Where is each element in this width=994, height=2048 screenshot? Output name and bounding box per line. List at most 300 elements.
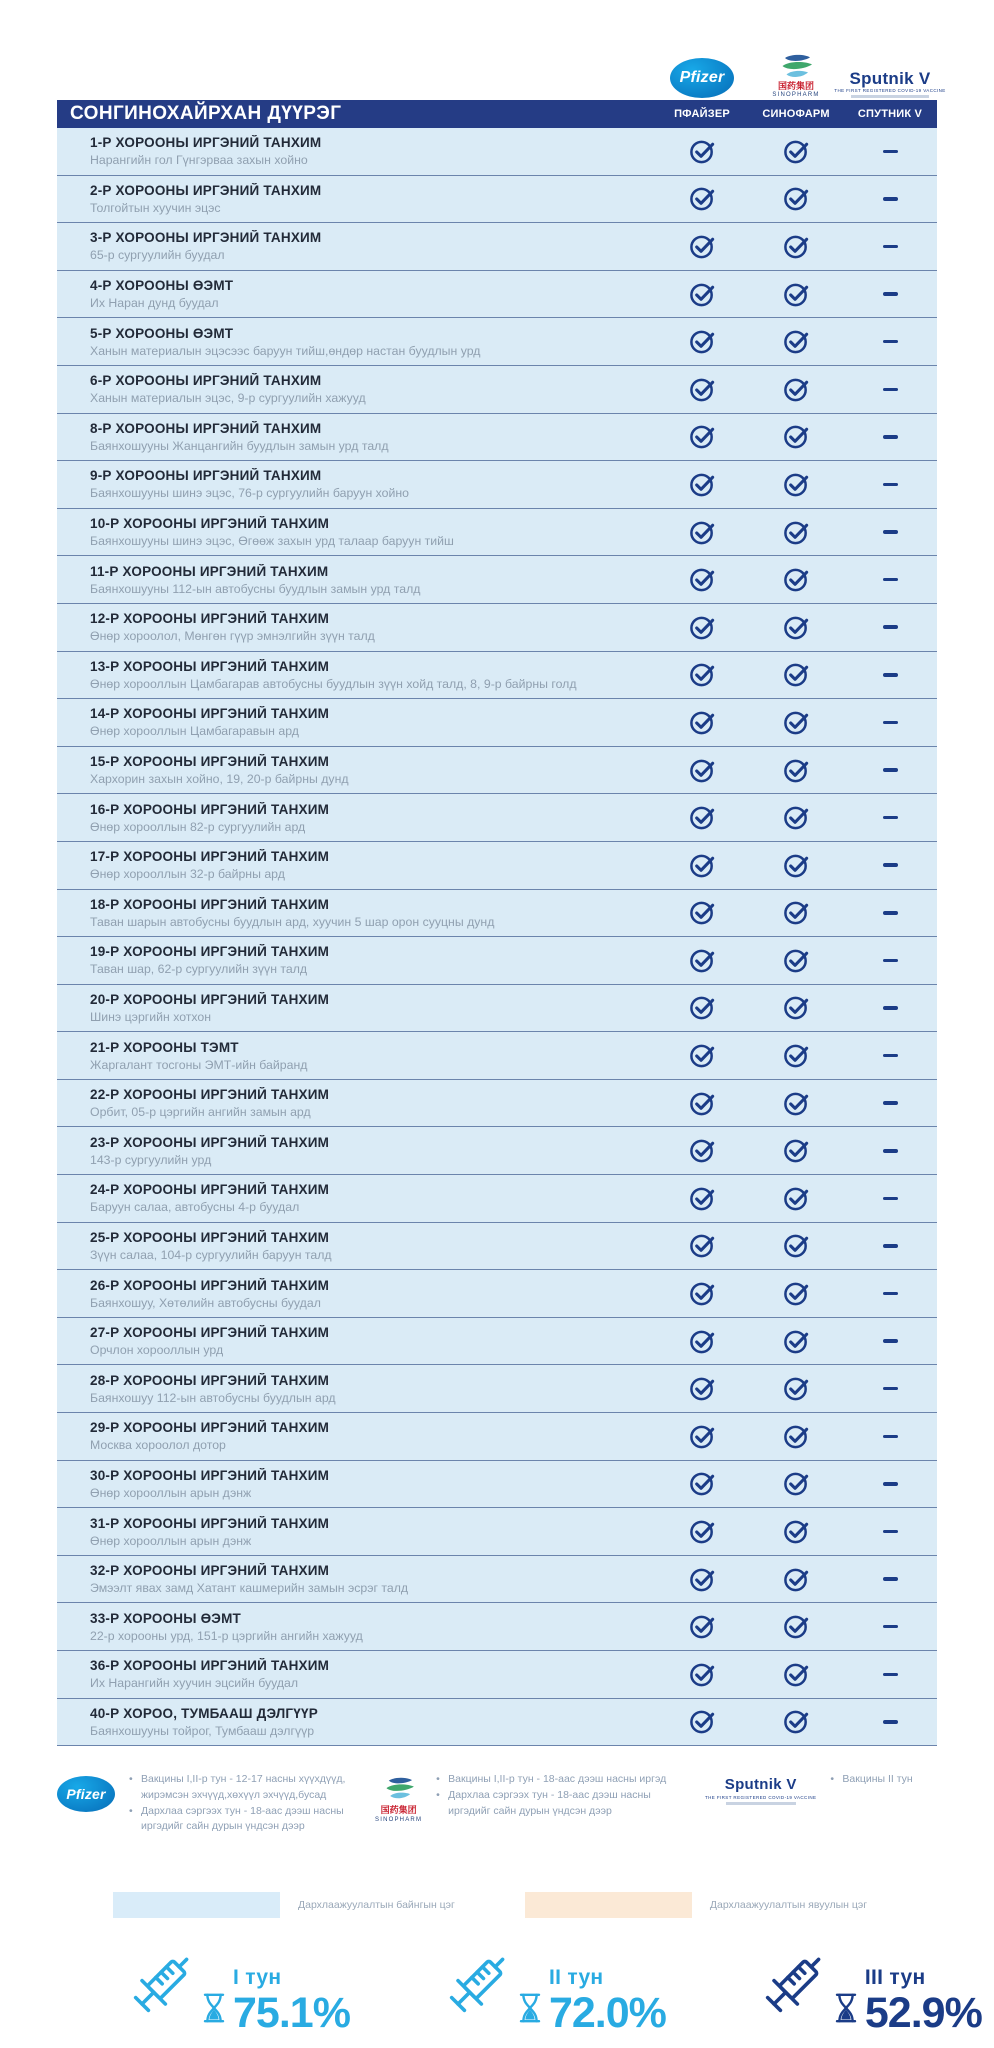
dash-icon [883, 1435, 898, 1439]
sinopharm-cell [749, 947, 843, 974]
location-address: Эмээлт явах замд Хатант кашмерийн замын эсрэг талд [90, 1581, 409, 1596]
sinopharm-cell [749, 994, 843, 1021]
check-icon [689, 566, 716, 593]
pfizer-cell [655, 566, 749, 593]
pfizer-cell [655, 1613, 749, 1640]
sinopharm-cell [749, 1328, 843, 1355]
syringe-icon [752, 1944, 830, 2035]
pfizer-cell [655, 423, 749, 450]
sputnik-cell [843, 911, 937, 915]
check-icon [689, 709, 716, 736]
check-icon [689, 376, 716, 403]
check-icon [689, 423, 716, 450]
location-title: 29-Р ХОРООНЫ ИРГЭНИЙ ТАНХИМ [90, 1420, 330, 1436]
sinopharm-cell [749, 471, 843, 498]
pfizer-cell [655, 899, 749, 926]
check-icon [689, 519, 716, 546]
sputnik-footer-tagline-bar [726, 1802, 796, 1805]
dash-icon [883, 673, 898, 677]
legend [113, 1892, 937, 1918]
sinopharm-footer-logo-icon [380, 1776, 418, 1802]
dose-stat [436, 1944, 666, 2035]
sputnik-cell [843, 292, 937, 296]
sputnik-notes-list [830, 1772, 912, 1788]
sputnik-note-group [705, 1772, 937, 1835]
sinopharm-cell [749, 1090, 843, 1117]
location-address: Баянхошуу, Хөтөлийн автобусны буудал [90, 1295, 321, 1310]
check-icon [689, 1375, 716, 1402]
table-row [57, 794, 937, 842]
sputnik-cell [843, 673, 937, 677]
check-icon [689, 1470, 716, 1497]
location-address: 65-р сургуулийн буудал [90, 248, 225, 263]
location-address: Баянхошууны тойрог, Тумбааш дэлгүүр [90, 1723, 315, 1738]
table-row [57, 366, 937, 414]
hourglass-icon [518, 1992, 542, 2029]
dash-icon [883, 1006, 898, 1010]
pfizer-notes-list [129, 1772, 371, 1835]
table-row [57, 937, 937, 985]
location-title: 11-Р ХОРООНЫ ИРГЭНИЙ ТАНХИМ [90, 563, 329, 579]
table-row [57, 414, 937, 462]
location-address: Өнөр хорооллын Цамбагарав автобусны буудлын зүүн хойд талд, 8, 9-р байрны голд [90, 676, 577, 691]
dash-icon [883, 1482, 898, 1486]
location-address: Таван шар, 62-р сургуулийн зүүн талд [90, 962, 308, 977]
check-icon [689, 138, 716, 165]
location-address: Толгойтын хуучин эцэс [90, 200, 221, 215]
dash-icon [883, 435, 898, 439]
pfizer-cell [655, 1090, 749, 1117]
dash-icon [883, 768, 898, 772]
check-icon [783, 1518, 810, 1545]
pfizer-cell [655, 1042, 749, 1069]
dash-icon [883, 483, 898, 487]
location-address: Жаргалант тосгоны ЭМТ-ийн байранд [90, 1057, 308, 1072]
location-title: 4-Р ХОРООНЫ ӨЭМТ [90, 278, 234, 294]
sputnik-cell [843, 388, 937, 392]
table-row [57, 509, 937, 557]
note-item: • Вакцины I,II-р тун - 12-17 насны хүүхдүүд, жирэмсэн эхчүүд,хөхүүл эхчүүд,бусад [129, 1772, 371, 1804]
dash-icon [883, 292, 898, 296]
check-icon [783, 804, 810, 831]
location-title: 9-Р ХОРООНЫ ИРГЭНИЙ ТАНХИМ [90, 468, 322, 484]
check-icon [689, 899, 716, 926]
sputnik-cell [843, 1435, 937, 1439]
sputnik-cell [843, 1673, 937, 1677]
location-table [57, 128, 937, 1746]
note-item: • Вакцины II тун [830, 1772, 912, 1788]
sputnik-cell [843, 1720, 937, 1724]
location-title: 27-Р ХОРООНЫ ИРГЭНИЙ ТАНХИМ [90, 1325, 330, 1341]
pfizer-cell [655, 947, 749, 974]
sinopharm-footer-en-text: SINOPHARM [375, 1817, 423, 1823]
check-icon [783, 709, 810, 736]
dose-stat [752, 1944, 982, 2035]
sputnik-cell [843, 1577, 937, 1581]
sputnik-cell [843, 578, 937, 582]
dash-icon [883, 625, 898, 629]
pfizer-cell [655, 138, 749, 165]
dose-stat [120, 1944, 350, 2035]
check-icon [689, 1423, 716, 1450]
pfizer-footer-logo-text: Pfizer [66, 1786, 106, 1802]
check-icon [689, 1566, 716, 1593]
table-row [57, 652, 937, 700]
check-icon [783, 1137, 810, 1164]
sinopharm-cell [749, 185, 843, 212]
table-row [57, 1699, 937, 1747]
check-icon [689, 614, 716, 641]
check-icon [689, 328, 716, 355]
dash-icon [883, 816, 898, 820]
location-title: 8-Р ХОРООНЫ ИРГЭНИЙ ТАНХИМ [90, 420, 322, 436]
sinopharm-cell [749, 1470, 843, 1497]
syringe-icon [436, 1944, 514, 2035]
check-icon [783, 661, 810, 688]
sputnik-cell [843, 197, 937, 201]
dash-icon [883, 1720, 898, 1724]
sputnik-cell [843, 530, 937, 534]
location-title: 10-Р ХОРООНЫ ИРГЭНИЙ ТАНХИМ [90, 516, 330, 532]
legend-label-mobile: Дархлаажуулалтын явуулын цэг [709, 1899, 868, 1911]
sinopharm-cell [749, 1708, 843, 1735]
dash-icon [883, 1244, 898, 1248]
check-icon [783, 994, 810, 1021]
check-icon [783, 376, 810, 403]
table-row [57, 271, 937, 319]
location-address: Өнөр хороолол, Мөнгөн гүүр эмнэлгийн зүүн талд [90, 629, 375, 644]
sinopharm-cell [749, 1566, 843, 1593]
location-title: 23-Р ХОРООНЫ ИРГЭНИЙ ТАНХИМ [90, 1134, 330, 1150]
dash-icon [883, 1530, 898, 1534]
legend-swatch-permanent [113, 1892, 280, 1918]
sinopharm-cell [749, 233, 843, 260]
sinopharm-cell [749, 1280, 843, 1307]
sinopharm-cell [749, 328, 843, 355]
table-row [57, 890, 937, 938]
location-address: Өнөр хорооллын Цамбагаравын ард [90, 724, 299, 739]
dash-icon [883, 530, 898, 534]
dash-icon [883, 1339, 898, 1343]
table-row [57, 842, 937, 890]
sputnik-cell [843, 1006, 937, 1010]
check-icon [783, 1470, 810, 1497]
check-icon [689, 661, 716, 688]
table-row [57, 1080, 937, 1128]
pfizer-cell [655, 471, 749, 498]
table-row [57, 1508, 937, 1556]
hourglass-icon [834, 1992, 858, 2029]
table-row [57, 747, 937, 795]
dash-icon [883, 1577, 898, 1581]
sinopharm-cell [749, 757, 843, 784]
pfizer-cell [655, 1518, 749, 1545]
sputnik-tagline-bar [851, 95, 929, 98]
hourglass-icon [202, 1992, 226, 2029]
dash-icon [883, 721, 898, 725]
sputnik-cell [843, 1482, 937, 1486]
dash-icon [883, 1101, 898, 1105]
column-header-pfizer: ПФАЙЗЕР [674, 108, 730, 120]
pfizer-cell [655, 281, 749, 308]
pfizer-cell [655, 1232, 749, 1259]
sinopharm-footer-cn-text: 国药集团 [380, 1805, 417, 1815]
table-row [57, 1556, 937, 1604]
location-address: Москва хороолол дотор [90, 1438, 226, 1453]
dash-icon [883, 1149, 898, 1153]
check-icon [783, 566, 810, 593]
location-address: 22-р хорооны урд, 151-р цэргийн ангийн хажууд [90, 1628, 363, 1643]
sinopharm-logo-icon [776, 53, 816, 81]
pfizer-cell [655, 328, 749, 355]
sinopharm-cell [749, 1232, 843, 1259]
dash-icon [883, 340, 898, 344]
footer-notes [57, 1772, 937, 1835]
location-title: 14-Р ХОРООНЫ ИРГЭНИЙ ТАНХИМ [90, 706, 330, 722]
dash-icon [883, 388, 898, 392]
pfizer-cell [655, 1280, 749, 1307]
pfizer-cell [655, 661, 749, 688]
dose-value: 72.0% [548, 1989, 666, 2037]
sputnik-footer-logo-text: Sputnik V [724, 1776, 797, 1793]
table-row [57, 223, 937, 271]
dose-stats [120, 1944, 982, 2037]
location-address: Өнөр хорооллын 82-р сургуулийн ард [90, 819, 306, 834]
dose-value: 52.9% [864, 1989, 982, 2037]
sputnik-cell [843, 768, 937, 772]
sputnik-cell [843, 721, 937, 725]
location-address: 143-р сургуулийн урд [90, 1152, 212, 1167]
location-title: 20-Р ХОРООНЫ ИРГЭНИЙ ТАНХИМ [90, 991, 330, 1007]
table-row [57, 1175, 937, 1223]
location-title: 30-Р ХОРООНЫ ИРГЭНИЙ ТАНХИМ [90, 1467, 330, 1483]
dash-icon [883, 1625, 898, 1629]
location-address: Хархорин захын хойно, 19, 20-р байрны дунд [90, 772, 349, 787]
check-icon [783, 519, 810, 546]
check-icon [689, 1280, 716, 1307]
legend-item-mobile [525, 1892, 867, 1918]
table-row [57, 128, 937, 176]
pfizer-cell [655, 709, 749, 736]
location-address: Баянхошууны шинэ эцэс, Өгөөж захын урд талаар баруун тийш [90, 534, 454, 549]
location-title: 32-Р ХОРООНЫ ИРГЭНИЙ ТАНХИМ [90, 1563, 330, 1579]
dash-icon [883, 1197, 898, 1201]
check-icon [783, 1708, 810, 1735]
check-icon [783, 1423, 810, 1450]
sputnik-tagline: THE FIRST REGISTERED COVID-19 VACCINE [834, 87, 946, 93]
location-address: Шинэ цэргийн хотхон [90, 1009, 212, 1024]
location-address: Их Наран дунд буудал [90, 296, 219, 311]
table-header [57, 100, 937, 128]
check-icon [783, 1280, 810, 1307]
table-row [57, 556, 937, 604]
sputnik-cell [843, 435, 937, 439]
sinopharm-cell [749, 566, 843, 593]
note-item: • Дархлаа сэргээх тун - 18-аас дээш насны иргэдийг сайн дурын үндсэн дээр [129, 1804, 371, 1836]
location-title: 12-Р ХОРООНЫ ИРГЭНИЙ ТАНХИМ [90, 611, 330, 627]
dash-icon [883, 1673, 898, 1677]
check-icon [689, 471, 716, 498]
sinopharm-cell [749, 1042, 843, 1069]
sinopharm-cell [749, 1613, 843, 1640]
pfizer-cell [655, 1708, 749, 1735]
location-title: 33-Р ХОРООНЫ ӨЭМТ [90, 1610, 241, 1626]
sputnik-logo [834, 40, 946, 98]
sputnik-logo-text: Sputnik V [849, 68, 931, 88]
location-title: 6-Р ХОРООНЫ ИРГЭНИЙ ТАНХИМ [90, 373, 322, 389]
dash-icon [883, 245, 898, 249]
sputnik-cell [843, 1292, 937, 1296]
sputnik-cell [843, 816, 937, 820]
location-title: 22-Р ХОРООНЫ ИРГЭНИЙ ТАНХИМ [90, 1087, 330, 1103]
check-icon [783, 852, 810, 879]
location-address: Орбит, 05-р цэргийн ангийн замын ард [90, 1105, 311, 1120]
dash-icon [883, 959, 898, 963]
location-title: 21-Р ХОРООНЫ ТЭМТ [90, 1039, 239, 1055]
sinopharm-logo [749, 40, 843, 98]
table-row [57, 985, 937, 1033]
sinopharm-cell [749, 281, 843, 308]
sinopharm-cell [749, 138, 843, 165]
column-header-sputnik: СПУТНИК V [857, 108, 923, 120]
dash-icon [883, 1387, 898, 1391]
sputnik-cell [843, 245, 937, 249]
check-icon [689, 233, 716, 260]
pfizer-cell [655, 1375, 749, 1402]
check-icon [783, 281, 810, 308]
check-icon [689, 281, 716, 308]
check-icon [689, 1232, 716, 1259]
pfizer-cell [655, 757, 749, 784]
sinopharm-en-text: SINOPHARM [772, 92, 820, 98]
syringe-icon [120, 1944, 198, 2035]
legend-item-permanent [113, 1892, 455, 1918]
location-title: 17-Р ХОРООНЫ ИРГЭНИЙ ТАНХИМ [90, 849, 330, 865]
sputnik-cell [843, 1625, 937, 1629]
check-icon [689, 1328, 716, 1355]
check-icon [783, 1090, 810, 1117]
sputnik-cell [843, 959, 937, 963]
sinopharm-cell [749, 1423, 843, 1450]
sinopharm-cell [749, 1661, 843, 1688]
table-row [57, 1365, 937, 1413]
sputnik-cell [843, 1149, 937, 1153]
note-item: • Дархлаа сэргээх тун - 18-аас дээш насны иргэдийг сайн дурын үндсэн дээр [436, 1788, 678, 1820]
sinopharm-cell [749, 1185, 843, 1212]
sinopharm-cell [749, 1518, 843, 1545]
sinopharm-cell [749, 376, 843, 403]
pfizer-cell [655, 852, 749, 879]
dash-icon [883, 150, 898, 154]
dose-label: III тун [864, 1966, 926, 1989]
check-icon [783, 1613, 810, 1640]
location-title: 13-Р ХОРООНЫ ИРГЭНИЙ ТАНХИМ [90, 658, 330, 674]
check-icon [783, 328, 810, 355]
check-icon [783, 899, 810, 926]
check-icon [689, 1137, 716, 1164]
check-icon [783, 1375, 810, 1402]
table-row [57, 604, 937, 652]
check-icon [783, 1328, 810, 1355]
sputnik-cell [843, 863, 937, 867]
sputnik-cell [843, 150, 937, 154]
pfizer-logo-icon [670, 58, 734, 98]
sinopharm-cell [749, 804, 843, 831]
table-row [57, 1223, 937, 1271]
location-title: 40-Р ХОРОО, ТУМБААШ ДЭЛГҮҮР [90, 1705, 318, 1721]
sputnik-cell [843, 1530, 937, 1534]
location-title: 28-Р ХОРООНЫ ИРГЭНИЙ ТАНХИМ [90, 1372, 330, 1388]
pfizer-cell [655, 994, 749, 1021]
pfizer-note-group [57, 1772, 375, 1835]
location-address: Баруун салаа, автобусны 4-р буудал [90, 1200, 300, 1215]
location-title: 25-Р ХОРООНЫ ИРГЭНИЙ ТАНХИМ [90, 1229, 330, 1245]
table-row [57, 1651, 937, 1699]
sinopharm-cell [749, 661, 843, 688]
sinopharm-cell [749, 614, 843, 641]
sinopharm-cn-text: 国药集团 [777, 81, 814, 91]
check-icon [689, 1185, 716, 1212]
location-address: Нарангийн гол Гүнгэрваа захын хойно [90, 153, 308, 168]
location-address: Өнөр хорооллын арын дэнж [90, 1485, 252, 1500]
pfizer-cell [655, 1423, 749, 1450]
pfizer-cell [655, 1328, 749, 1355]
pfizer-cell [655, 1185, 749, 1212]
table-row [57, 461, 937, 509]
sputnik-cell [843, 1244, 937, 1248]
sputnik-cell [843, 1387, 937, 1391]
sinopharm-cell [749, 423, 843, 450]
sinopharm-cell [749, 519, 843, 546]
legend-label-permanent: Дархлаажуулалтын байнгын цэг [298, 1899, 455, 1911]
sinopharm-cell [749, 709, 843, 736]
sputnik-cell [843, 1054, 937, 1058]
check-icon [783, 1185, 810, 1212]
dose-label: I тун [233, 1966, 282, 1989]
location-title: 1-Р ХОРООНЫ ИРГЭНИЙ ТАНХИМ [90, 135, 322, 151]
sputnik-cell [843, 1339, 937, 1343]
check-icon [783, 614, 810, 641]
pfizer-footer-logo-icon [57, 1776, 115, 1812]
check-icon [783, 423, 810, 450]
location-address: Ханын материалын эцэс, 9-р сургуулийн хажууд [90, 391, 366, 406]
location-title: 19-Р ХОРООНЫ ИРГЭНИЙ ТАНХИМ [90, 944, 330, 960]
pfizer-cell [655, 1470, 749, 1497]
dash-icon [883, 1054, 898, 1058]
dose-value: 75.1% [233, 1989, 350, 2037]
column-header-sinopharm: СИНОФАРМ [762, 108, 830, 120]
check-icon [689, 1518, 716, 1545]
location-address: Өнөр хорооллын 32-р байрны ард [90, 867, 285, 882]
pfizer-cell [655, 614, 749, 641]
check-icon [689, 804, 716, 831]
pfizer-cell [655, 1137, 749, 1164]
table-row [57, 699, 937, 747]
location-title: 15-Р ХОРООНЫ ИРГЭНИЙ ТАНХИМ [90, 754, 330, 770]
location-title: 16-Р ХОРООНЫ ИРГЭНИЙ ТАНХИМ [90, 801, 330, 817]
location-title: 5-Р ХОРООНЫ ӨЭМТ [90, 325, 234, 341]
location-title: 31-Р ХОРООНЫ ИРГЭНИЙ ТАНХИМ [90, 1515, 330, 1531]
location-address: Зүүн салаа, 104-р сургуулийн баруун талд [90, 1247, 332, 1262]
dash-icon [883, 1292, 898, 1296]
check-icon [783, 1042, 810, 1069]
table-row [57, 1318, 937, 1366]
location-title: 26-Р ХОРООНЫ ИРГЭНИЙ ТАНХИМ [90, 1277, 330, 1293]
check-icon [783, 1232, 810, 1259]
location-address: Баянхошууны шинэ эцэс, 76-р сургуулийн баруун хойно [90, 486, 410, 501]
location-title: 18-Р ХОРООНЫ ИРГЭНИЙ ТАНХИМ [90, 896, 330, 912]
location-address: Баянхошууны Жанцангийн буудлын замын урд талд [90, 438, 389, 453]
